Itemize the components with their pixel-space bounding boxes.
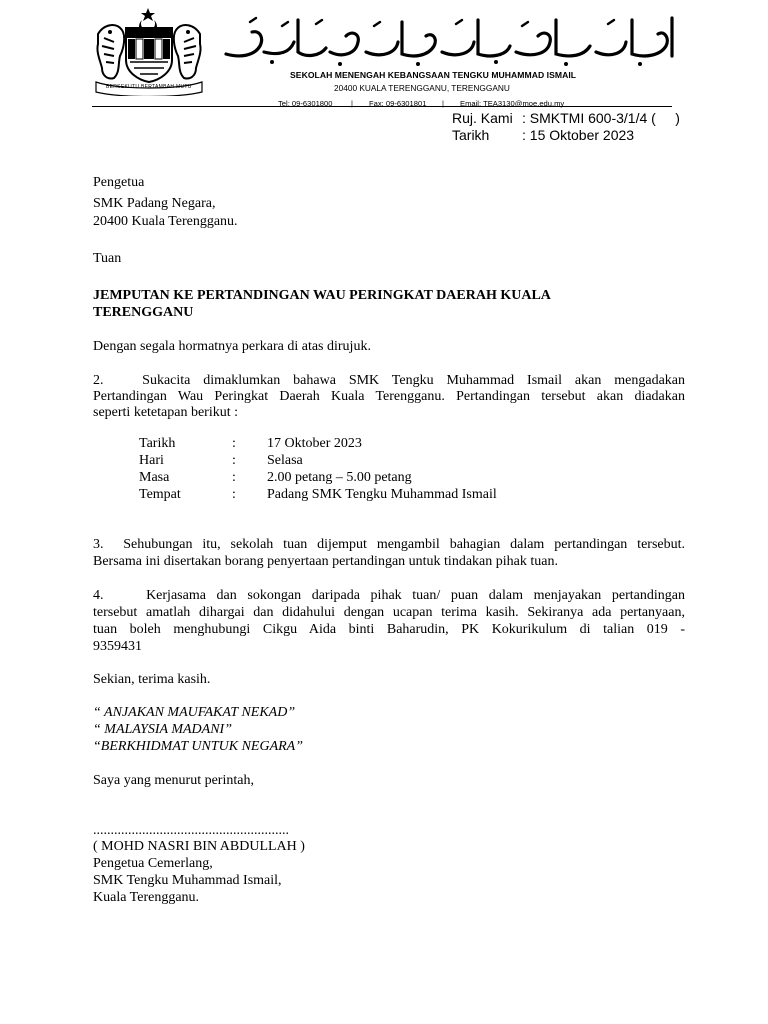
signatory-location: Kuala Terengganu. — [93, 890, 200, 905]
signature-line: ........................................................ — [93, 823, 289, 838]
detail-label: Hari — [139, 453, 164, 468]
para3-line-2: Bersama ini disertakan borang penyertaan pertandingan untuk tindakan pihak tuan. — [93, 554, 558, 569]
detail-value: Selasa — [267, 453, 303, 468]
para4-line-4: 9359431 — [93, 639, 142, 654]
slogan-2: “ MALAYSIA MADANI” — [93, 722, 232, 737]
school-address: 20400 KUALA TERENGGANU, TERENGGANU — [334, 83, 510, 93]
para4-line-2: tersebut amatlah dihargai dan didahului dengan ucapan terima kasih. Sekiranya ada pertanyaan, — [93, 605, 685, 620]
closing-line: Sekian, terima kasih. — [93, 672, 211, 687]
signatory-school: SMK Tengku Muhammad Ismail, — [93, 873, 282, 888]
para4-line-3: tuan boleh menghubungi Cikgu Aida binti Baharudin, PK Kokurikulum di talian 019 - — [93, 622, 685, 637]
slogan-3: “BERKHIDMAT UNTUK NEGARA” — [93, 739, 304, 754]
national-crest-logo — [90, 6, 208, 96]
date-label: Tarikh — [452, 127, 490, 143]
detail-label: Tarikh — [139, 436, 176, 451]
subject-line-1: JEMPUTAN KE PERTANDINGAN WAU PERINGKAT DAERAH KUALA — [93, 288, 551, 303]
crest-banner-text: BERSEKUTU BERTAMBAH MUTU — [106, 84, 192, 90]
ref-value: : SMKTMI 600-3/1/4 ( ) — [522, 110, 680, 126]
recipient-school: SMK Padang Negara, — [93, 196, 216, 211]
school-email: Email: TEA3130@moe.edu.my — [460, 99, 565, 108]
school-name: SEKOLAH MENENGAH KEBANGSAAN TENGKU MUHAMMAD ISMAIL — [290, 70, 577, 80]
detail-value: 17 Oktober 2023 — [267, 436, 362, 451]
detail-row-venue — [139, 486, 539, 503]
detail-value: Padang SMK Tengku Muhammad Ismail — [267, 487, 497, 502]
detail-row-date — [139, 435, 539, 452]
slogan-1: “ ANJAKAN MAUFAKAT NEKAD” — [93, 705, 296, 720]
recipient-address: 20400 Kuala Terengganu. — [93, 214, 238, 229]
detail-label: Masa — [139, 470, 170, 485]
detail-colon: : — [232, 436, 236, 451]
subject-line-2: TERENGGANU — [93, 305, 194, 320]
ref-label: Ruj. Kami — [452, 110, 513, 126]
para3-line-1: 3. Sehubungan itu, sekolah tuan dijemput mengambil bahagian dalam pertandingan tersebut. — [93, 537, 685, 552]
detail-label: Tempat — [139, 487, 181, 502]
para2-line-2: Pertandingan Wau Peringkat Daerah Kuala Terengganu. Pertandingan tersebut akan diadakan — [93, 389, 685, 404]
para2-line-1: 2. Sukacita dimaklumkan bahawa SMK Tengku Muhammad Ismail akan mengadakan — [93, 373, 685, 388]
date-value: : 15 Oktober 2023 — [522, 127, 635, 143]
detail-value: 2.00 petang – 5.00 petang — [267, 470, 412, 485]
para2-line-3: seperti ketetapan berikut : — [93, 405, 238, 420]
school-fax: Fax: 09-6301801 — [369, 99, 427, 108]
school-tel: Tel: 09-6301800 — [278, 99, 333, 108]
detail-colon: : — [232, 453, 236, 468]
detail-row-day — [139, 452, 539, 469]
salutation: Tuan — [93, 251, 122, 266]
contact-separator: | — [351, 99, 353, 108]
recipient-title: Pengetua — [93, 175, 145, 190]
detail-colon: : — [232, 487, 236, 502]
sign-off: Saya yang menurut perintah, — [93, 773, 254, 788]
detail-colon: : — [232, 470, 236, 485]
signatory-name: ( MOHD NASRI BIN ABDULLAH ) — [93, 839, 305, 854]
signatory-title: Pengetua Cemerlang, — [93, 856, 213, 871]
letterhead-divider — [92, 106, 672, 107]
contact-separator: | — [442, 99, 444, 108]
opening-line: Dengan segala hormatnya perkara di atas dirujuk. — [93, 339, 371, 354]
detail-row-time — [139, 469, 539, 486]
jawi-school-name-calligraphy — [220, 12, 682, 68]
para4-line-1: 4. Kerjasama dan sokongan daripada pihak tuan/ puan dalam menjayakan pertandingan — [93, 588, 685, 603]
